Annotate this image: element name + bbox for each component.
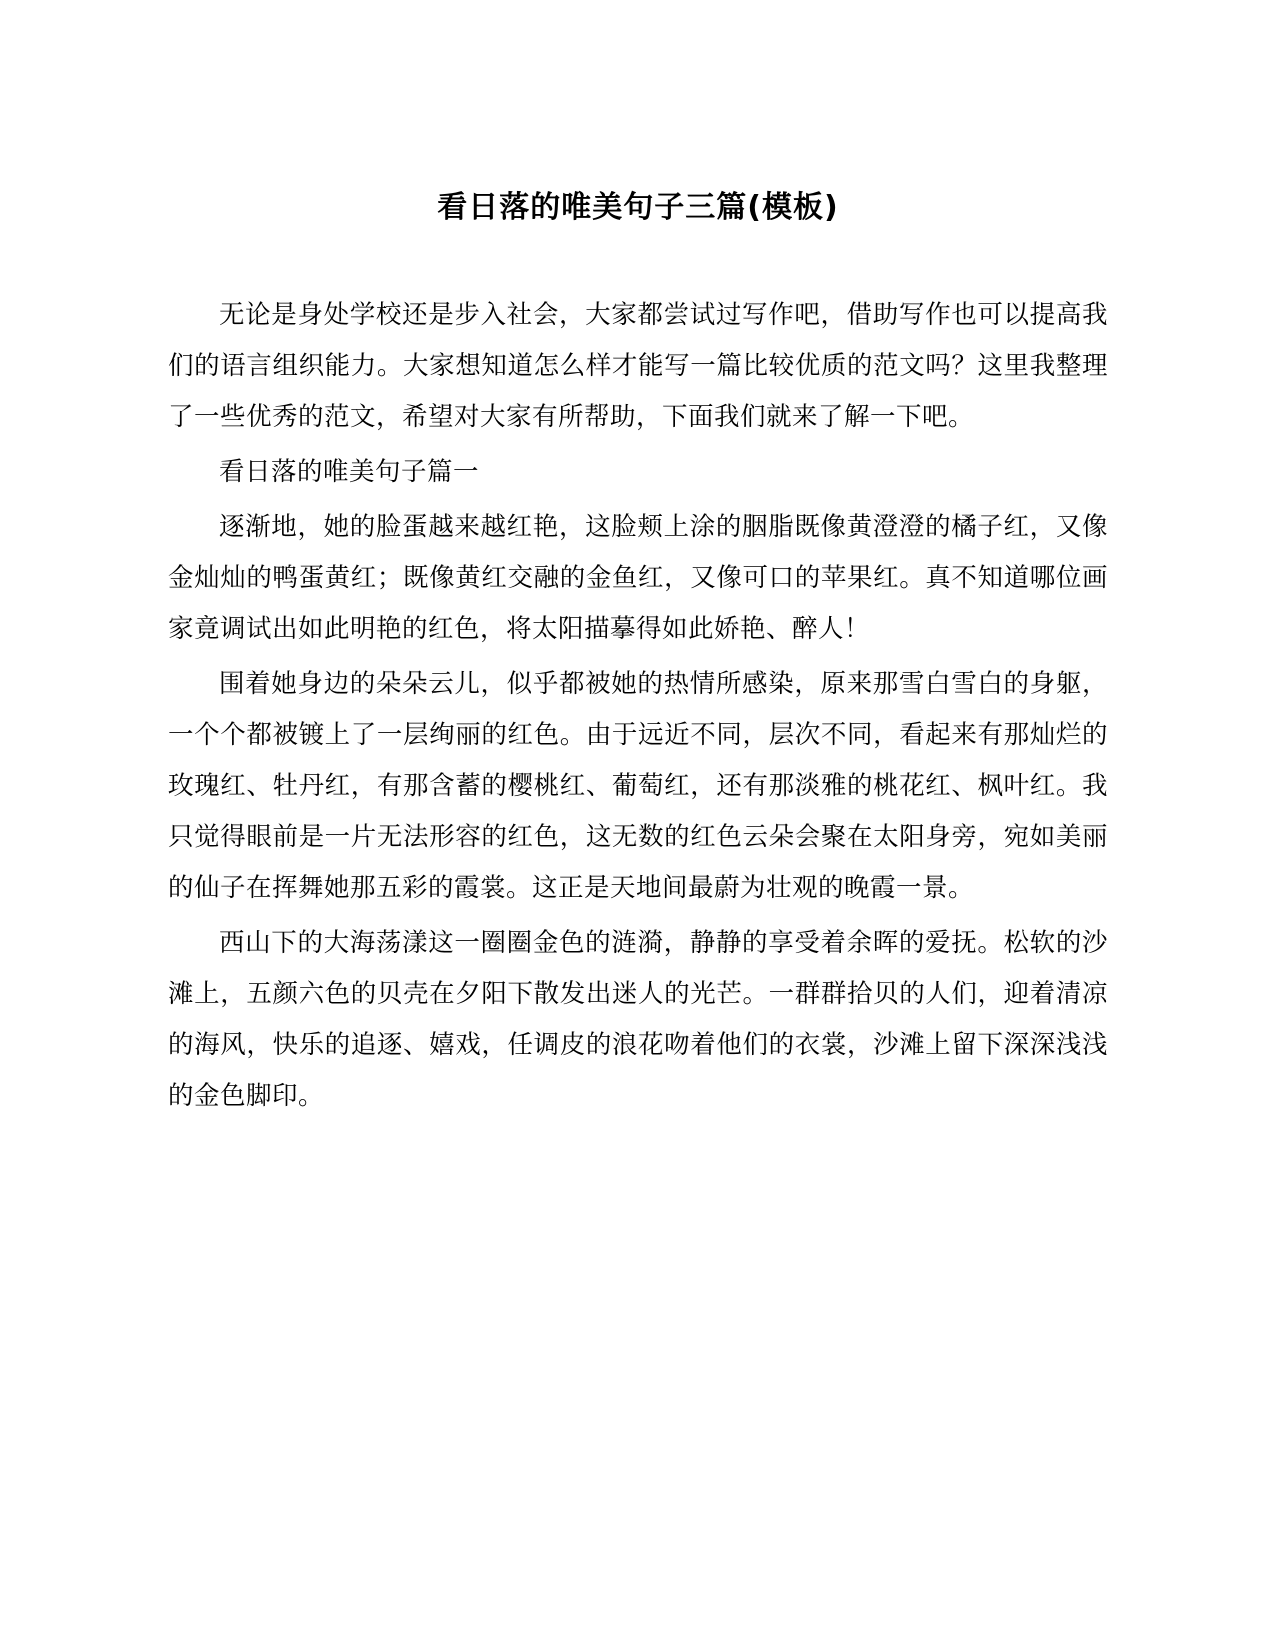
paragraph-section-heading: 看日落的唯美句子篇一 — [219, 457, 480, 487]
paragraph-body-2: 围着她身边的朵朵云儿，似乎都被她的热情所感染，原来那雪白雪白的身躯，一个个都被镀上了一层绚丽的红色。由于远近不同，层次不同，看起来有那灿烂的玫瑰红、牡丹红，有那含蓄的樱桃红、葡萄红，还有那淡雅的桃花红、枫叶红。我只觉得眼前是一片无法形容的红色，这无数的红色云朵会聚在太阳身旁，宛如美丽的仙子在挥舞她那五彩的霞裳。这正是天地间最蔚为壮观的晚霞一景。 — [168, 669, 1108, 903]
paragraph-intro: 无论是身处学校还是步入社会，大家都尝试过写作吧，借助写作也可以提高我们的语言组织能力。大家想知道怎么样才能写一篇比较优质的范文吗？这里我整理了一些优秀的范文，希望对大家有所帮助，下面我们就来了解一下吧。 — [168, 300, 1108, 432]
paragraph-body-1: 逐渐地，她的脸蛋越来越红艳，这脸颊上涂的胭脂既像黄澄澄的橘子红，又像金灿灿的鸭蛋黄红；既像黄红交融的金鱼红，又像可口的苹果红。真不知道哪位画家竟调试出如此明艳的红色，将太阳描摹得如此娇艳、醉人！ — [168, 512, 1108, 644]
page-title: 看日落的唯美句子三篇(模板) — [437, 190, 839, 225]
paragraph-body-3: 西山下的大海荡漾这一圈圈金色的涟漪，静静的享受着余晖的爱抚。松软的沙滩上，五颜六色的贝壳在夕阳下散发出迷人的光芒。一群群拾贝的人们，迎着清凉的海风，快乐的追逐、嬉戏，任调皮的浪花吻着他们的衣裳，沙滩上留下深深浅浅的金色脚印。 — [168, 928, 1108, 1111]
document-body — [168, 185, 1108, 1126]
